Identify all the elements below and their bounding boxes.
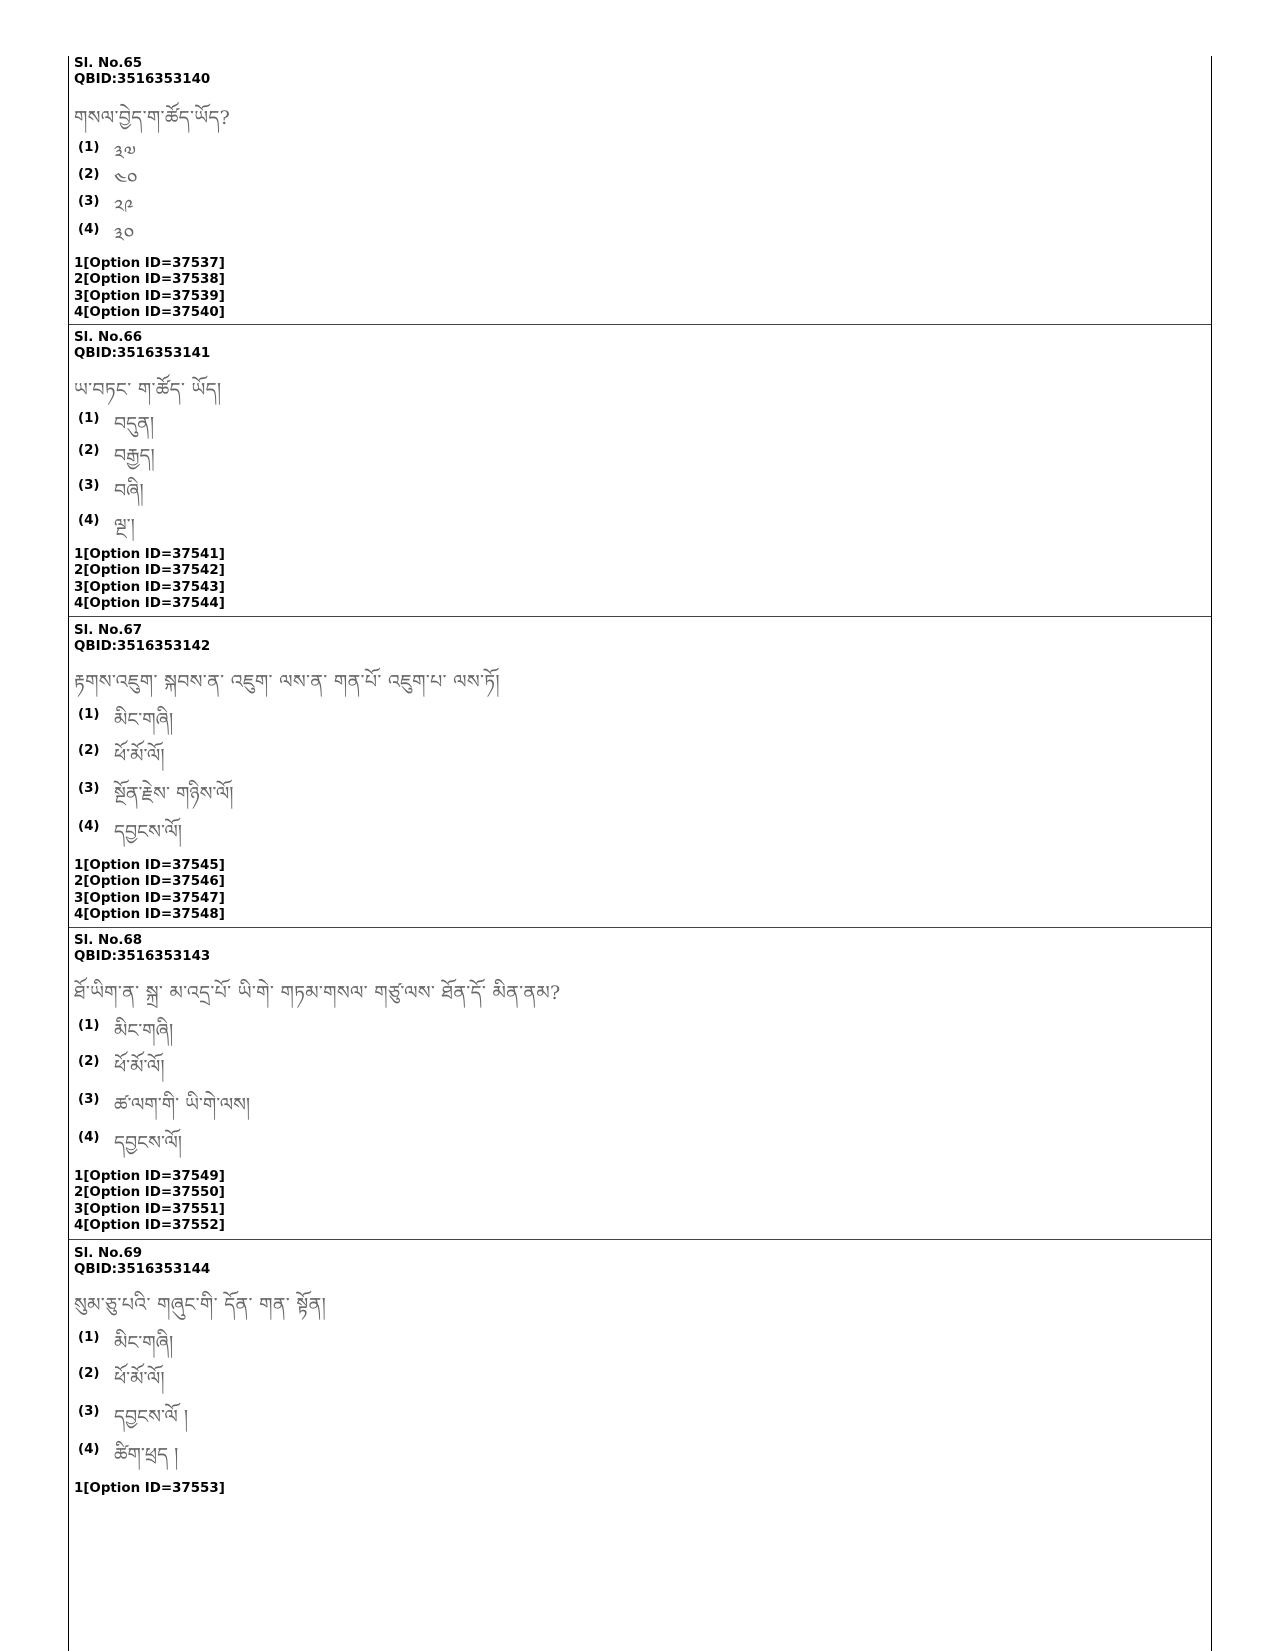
question-block — [69, 618, 1211, 928]
option-text: ཕོ་མོ་ལོ། — [114, 1368, 165, 1390]
option-id: 3[Option ID=37543] — [74, 579, 225, 595]
option-text: ལྔ་། — [114, 515, 135, 537]
question-header — [74, 330, 210, 362]
question-header — [74, 56, 210, 88]
question-stem: རྟགས་འཇུག་ སྐབས་ན་ འཇུག་ ལས་ན་ གན་པོ་ འཇུག་པ་ ལས་ཏོ། — [74, 671, 500, 693]
option-id: 2[Option ID=37542] — [74, 563, 225, 579]
question-block — [69, 1241, 1211, 1651]
option-id: 2[Option ID=37550] — [74, 1185, 225, 1201]
question-sheet — [68, 56, 1212, 1651]
option-text: ༣༧ — [114, 142, 136, 164]
option-number: (2) — [78, 743, 100, 758]
option-text: ༣༠ — [114, 224, 135, 246]
option-id-list — [74, 1481, 225, 1497]
question-header — [74, 1246, 210, 1278]
option-id-list — [74, 547, 225, 612]
option-id: 1[Option ID=37537] — [74, 256, 225, 271]
option-id: 4[Option ID=37548] — [74, 906, 225, 922]
option-text: མིང་གཞི། — [114, 1020, 174, 1042]
option-id: 3[Option ID=37551] — [74, 1201, 225, 1217]
qbid: QBID:3516353140 — [74, 72, 211, 87]
option-text: མིང་གཞི། — [114, 709, 174, 731]
option-number: (1) — [78, 707, 100, 722]
qbid: QBID:3516353144 — [74, 1262, 211, 1277]
question-stem: སུམ་ཅུ་པའི་ གཞུང་གི་ དོན་ གན་ སྟོན། — [74, 1294, 327, 1316]
option-id: 2[Option ID=37538] — [74, 272, 225, 288]
option-number: (4) — [78, 819, 100, 834]
option-number: (1) — [78, 1330, 100, 1345]
option-text: ༤༠ — [114, 169, 138, 191]
option-number: (3) — [78, 1404, 100, 1419]
option-id: 2[Option ID=37546] — [74, 874, 225, 890]
option-id: 3[Option ID=37547] — [74, 890, 225, 906]
option-id: 4[Option ID=37540] — [74, 304, 225, 320]
question-block — [69, 56, 1211, 325]
serial-number: Sl. No.69 — [74, 1246, 143, 1261]
option-number: (1) — [78, 1018, 100, 1033]
option-number: (1) — [78, 411, 100, 426]
qbid: QBID:3516353141 — [74, 346, 211, 361]
option-text: སྔོན་རྗེས་ གཉིས་ལོ། — [114, 783, 234, 805]
option-text: ཕོ་མོ་ལོ། — [114, 1056, 165, 1078]
question-block — [69, 326, 1211, 617]
option-text: ཕོ་མོ་ལོ། — [114, 745, 165, 767]
option-text: དབྱངས་ལོ། — [114, 1132, 183, 1154]
question-stem: གསལ་བྱེད་ག་ཚོད་ཡོད? — [74, 107, 231, 129]
option-id: 1[Option ID=37545] — [74, 858, 225, 873]
option-id-list — [74, 256, 225, 321]
option-id: 1[Option ID=37549] — [74, 1169, 225, 1184]
serial-number: Sl. No.66 — [74, 330, 143, 345]
option-number: (2) — [78, 443, 100, 458]
option-id: 1[Option ID=37553] — [74, 1481, 225, 1496]
option-number: (1) — [78, 140, 100, 155]
option-number: (3) — [78, 194, 100, 209]
option-text: ཚ་ལག་གི་ ཡི་གེ་ལས། — [114, 1094, 251, 1116]
option-number: (2) — [78, 1366, 100, 1381]
option-id: 4[Option ID=37544] — [74, 595, 225, 611]
option-id-list — [74, 858, 225, 923]
serial-number: Sl. No.68 — [74, 933, 143, 948]
option-text: དབྱངས་ལོ ། — [114, 1406, 189, 1428]
option-number: (4) — [78, 222, 100, 237]
question-header — [74, 933, 210, 965]
question-block — [69, 929, 1211, 1240]
question-header — [74, 623, 210, 655]
option-number: (2) — [78, 167, 100, 182]
qbid: QBID:3516353143 — [74, 949, 211, 964]
option-id: 4[Option ID=37552] — [74, 1217, 225, 1233]
option-number: (2) — [78, 1054, 100, 1069]
serial-number: Sl. No.67 — [74, 623, 143, 638]
option-text: བཞི། — [114, 480, 144, 502]
option-text: བརྒྱད། — [114, 445, 155, 467]
option-number: (4) — [78, 1130, 100, 1145]
option-number: (4) — [78, 1442, 100, 1457]
option-id-list — [74, 1169, 225, 1234]
question-stem: ཐོ་ཡིག་ན་ སྐྲ་ མ་འདྲ་པོ་ ཡི་གེ་ གཏམ་གསལ་ གཙུ་ལས་ ཐོན་དོ་ མིན་ནམ? — [74, 982, 561, 1004]
option-number: (3) — [78, 1092, 100, 1107]
option-text: མིང་གཞི། — [114, 1332, 174, 1354]
option-id: 1[Option ID=37541] — [74, 547, 225, 562]
option-id: 3[Option ID=37539] — [74, 288, 225, 304]
question-stem: ཡ་བཏང་ ག་ཚོད་ ཡོད། — [74, 379, 222, 401]
option-number: (3) — [78, 478, 100, 493]
option-number: (4) — [78, 513, 100, 528]
option-number: (3) — [78, 781, 100, 796]
option-text: ༢༩ — [114, 196, 134, 218]
serial-number: Sl. No.65 — [74, 56, 143, 71]
option-text: བདུན། — [114, 413, 155, 435]
qbid: QBID:3516353142 — [74, 639, 211, 654]
option-text: དབྱངས་ལོ། — [114, 821, 183, 843]
option-text: ཚིག་ཕྲད ། — [114, 1444, 179, 1466]
